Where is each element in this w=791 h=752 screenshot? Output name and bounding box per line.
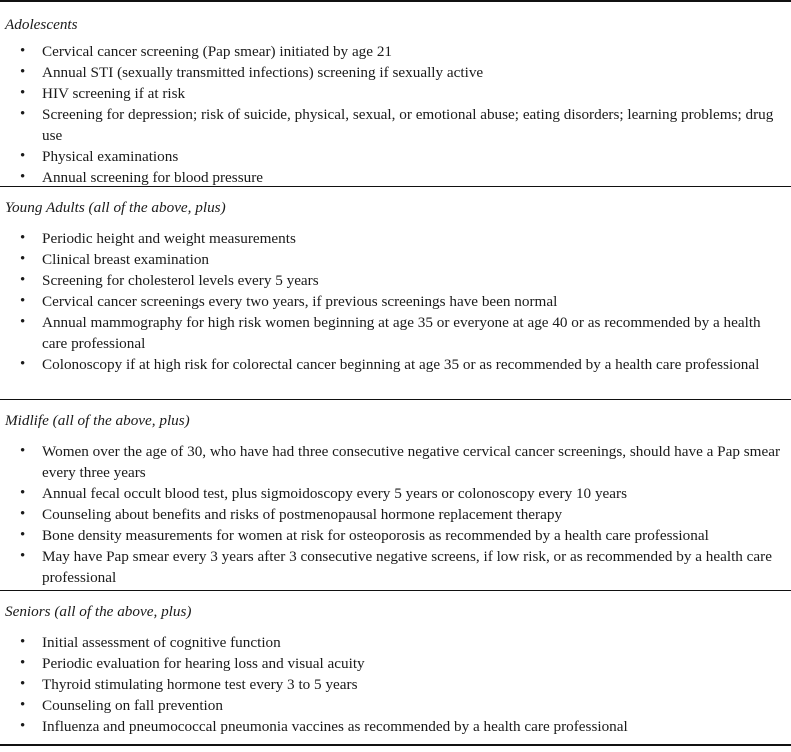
- item-text: Annual screening for blood pressure: [42, 169, 263, 186]
- list-item: [0, 653, 791, 674]
- item-text: Screening for cholesterol levels every 5 years: [42, 272, 319, 289]
- bullet-icon: •: [20, 485, 26, 501]
- item-text: Periodic height and weight measurements: [42, 230, 296, 247]
- list-item: [0, 354, 791, 375]
- item-list: [0, 41, 791, 188]
- item-text: HIV screening if at risk: [42, 85, 186, 102]
- bullet-icon: •: [20, 293, 26, 309]
- bullet-icon: •: [20, 43, 26, 59]
- item-list: [0, 441, 791, 588]
- item-text: Physical examinations: [42, 148, 179, 165]
- list-item: [0, 546, 791, 588]
- list-item: [0, 632, 791, 653]
- list-item: [0, 167, 791, 188]
- section-young-adults: [0, 187, 791, 399]
- item-text: Women over the age of 30, who have had three consecutive negative cervical cancer screenings, should have a Pap smear every three years: [42, 443, 781, 481]
- bullet-icon: •: [20, 676, 26, 692]
- bullet-icon: •: [20, 85, 26, 101]
- bullet-icon: •: [20, 697, 26, 713]
- list-item: [0, 504, 791, 525]
- bullet-icon: •: [20, 251, 26, 267]
- bullet-icon: •: [20, 356, 26, 372]
- list-item: [0, 291, 791, 312]
- item-text: Annual STI (sexually transmitted infections) screening if sexually active: [42, 64, 484, 81]
- item-text: Clinical breast examination: [42, 251, 210, 268]
- section-title: Midlife (all of the above, plus): [5, 412, 190, 429]
- bullet-icon: •: [20, 527, 26, 543]
- list-item: [0, 441, 791, 483]
- bullet-icon: •: [20, 148, 26, 164]
- bullet-icon: •: [20, 655, 26, 671]
- list-item: [0, 41, 791, 62]
- list-item: [0, 716, 791, 737]
- list-item: [0, 312, 791, 354]
- bullet-icon: •: [20, 443, 26, 459]
- bullet-icon: •: [20, 548, 26, 564]
- item-text: Cervical cancer screening (Pap smear) initiated by age 21: [42, 43, 393, 60]
- item-text: Annual fecal occult blood test, plus sigmoidoscopy every 5 years or colonoscopy every 10 years: [42, 485, 627, 502]
- list-item: [0, 249, 791, 270]
- item-text: Screening for depression; risk of suicide, physical, sexual, or emotional abuse; eating disorders; learning problems; drug use: [42, 106, 774, 144]
- item-text: Colonoscopy if at high risk for colorectal cancer beginning at age 35 or as recommended by a health care professional: [42, 356, 760, 373]
- bullet-icon: •: [20, 634, 26, 650]
- item-text: Influenza and pneumococcal pneumonia vaccines as recommended by a health care professional: [42, 718, 628, 735]
- list-item: [0, 62, 791, 83]
- bullet-icon: •: [20, 169, 26, 185]
- section-midlife: [0, 400, 791, 590]
- item-text: May have Pap smear every 3 years after 3 consecutive negative screens, if low risk, or as recommended by a health care professional: [42, 548, 772, 586]
- list-item: [0, 525, 791, 546]
- section-adolescents: [0, 2, 791, 186]
- list-item: [0, 695, 791, 716]
- section-title: Seniors (all of the above, plus): [5, 603, 192, 620]
- list-item: [0, 270, 791, 291]
- list-item: [0, 146, 791, 167]
- list-item: [0, 483, 791, 504]
- item-text: Counseling on fall prevention: [42, 697, 223, 714]
- item-text: Initial assessment of cognitive function: [42, 634, 281, 651]
- bullet-icon: •: [20, 506, 26, 522]
- bullet-icon: •: [20, 64, 26, 80]
- list-item: [0, 228, 791, 249]
- section-title: Young Adults (all of the above, plus): [5, 199, 226, 216]
- item-text: Counseling about benefits and risks of postmenopausal hormone replacement therapy: [42, 506, 563, 523]
- list-item: [0, 674, 791, 695]
- section-seniors: [0, 591, 791, 744]
- item-text: Periodic evaluation for hearing loss and visual acuity: [42, 655, 365, 672]
- section-title: Adolescents: [5, 16, 78, 33]
- item-list: [0, 228, 791, 375]
- bullet-icon: •: [20, 230, 26, 246]
- list-item: [0, 104, 791, 146]
- bullet-icon: •: [20, 106, 26, 122]
- item-text: Cervical cancer screenings every two years, if previous screenings have been normal: [42, 293, 558, 310]
- list-item: [0, 83, 791, 104]
- bottom-rule: [0, 744, 791, 746]
- item-list: [0, 632, 791, 737]
- item-text: Thyroid stimulating hormone test every 3 to 5 years: [42, 676, 358, 693]
- item-text: Bone density measurements for women at risk for osteoporosis as recommended by a health care professional: [42, 527, 709, 544]
- item-text: Annual mammography for high risk women beginning at age 35 or everyone at age 40 or as recommended by a health care professional: [42, 314, 761, 352]
- bullet-icon: •: [20, 272, 26, 288]
- bullet-icon: •: [20, 314, 26, 330]
- bullet-icon: •: [20, 718, 26, 734]
